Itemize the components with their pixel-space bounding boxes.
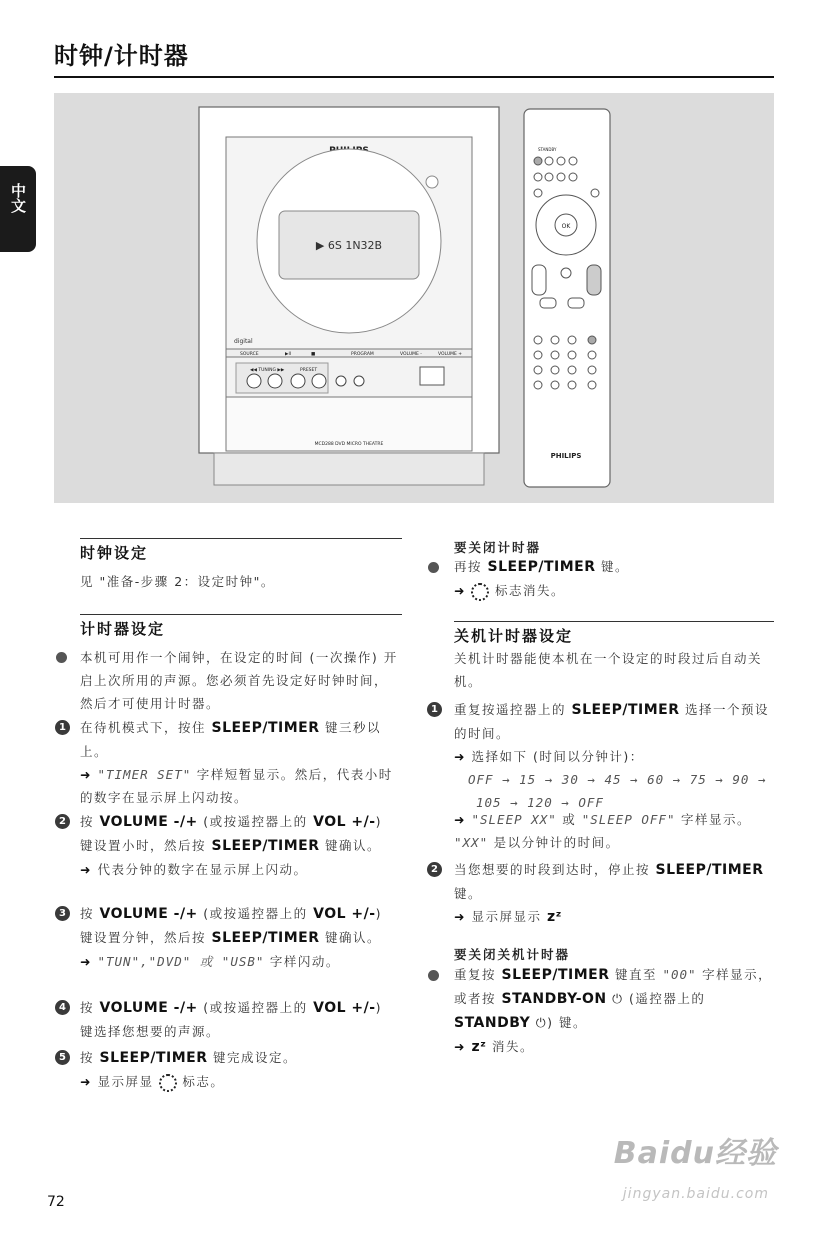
timer-step-4: 按 VOLUME -/+ (或按遥控器上的 VOL +/-) 键选择您想要的声源。: [80, 1000, 382, 1039]
remote-brand: PHILIPS: [550, 452, 582, 460]
tuning-down-knob: [247, 374, 261, 388]
sleep-sequence-line2: 105 → 120 → OFF: [476, 795, 604, 810]
step-number-icon: 1: [55, 720, 70, 735]
bullet-icon: [428, 970, 439, 981]
timer-indicator-icon: [471, 583, 489, 601]
timer-step-3: 按 VOLUME -/+ (或按遥控器上的 VOL +/-) 键设置分钟，然后按 SLEEP/TIMER 键确认。 ➜ "TUN","DVD" 或 "USB" 字样闪动。: [80, 906, 382, 969]
display-readout: ▶ 6S 1N32B: [315, 239, 383, 252]
clock-section-rule: [80, 538, 402, 539]
result-arrow-icon: ➜: [80, 862, 92, 877]
page-title: 时钟/计时器: [54, 42, 189, 70]
unit-badge: digital: [234, 338, 253, 345]
preset-down-knob: [291, 374, 305, 388]
sleep-sequence-line1: OFF → 15 → 30 → 45 → 60 → 75 → 90 →: [468, 772, 767, 787]
unit-stand: [214, 453, 484, 485]
clock-heading: 时钟设定: [80, 544, 149, 562]
sleep-section-rule: [454, 621, 774, 622]
remote-standby-label: STANDBY: [538, 147, 557, 152]
btn-vol-down: VOLUME -: [400, 352, 422, 357]
remote-ok-label: OK: [561, 223, 571, 230]
clock-body: 见 "准备-步骤 2：设定时钟"。: [80, 574, 275, 589]
off-timer-heading: 要关闭计时器: [454, 540, 542, 555]
off-timer-body: 再按 SLEEP/TIMER 键。 ➜ 标志消失。: [454, 555, 774, 602]
tuning-label: ◀◀ TUNING ▶▶: [250, 368, 285, 373]
btn-stop: ■: [311, 352, 316, 357]
aux-in-jack: [336, 376, 346, 386]
bullet-icon: [56, 652, 67, 663]
sleep-zz-icon: zᶻ: [471, 1039, 487, 1055]
step-number-icon: 1: [427, 702, 442, 717]
btn-program: PROGRAM: [351, 352, 374, 357]
tuning-up-knob: [268, 374, 282, 388]
headphone-jack: [354, 376, 364, 386]
timer-step-5: 按 SLEEP/TIMER 键完成设定。 ➜ 显示屏显 标志。: [80, 1046, 398, 1093]
power-icon: ⏻: [612, 991, 624, 1006]
step-number-icon: 5: [55, 1050, 70, 1065]
watermark-url: jingyan.baidu.com: [622, 1186, 769, 1202]
watermark-logo: Baidu经验: [613, 1136, 777, 1171]
ir-sensor-icon: [426, 176, 438, 188]
remote-control: [524, 109, 610, 487]
step-number-icon: 3: [55, 906, 70, 921]
language-tab-label: 中文: [9, 183, 27, 213]
sleep-off-heading: 要关闭关机计时器: [454, 947, 571, 962]
result-arrow-icon: ➜: [80, 767, 92, 782]
btn-vol-up: VOLUME +: [438, 352, 463, 357]
timer-intro: 本机可用作一个闹钟，在设定的时间 (一次操作) 开启上次所用的声源。您必须首先设定好时钟时间，然后才可使用计时器。: [80, 650, 398, 711]
result-arrow-icon: ➜: [454, 749, 466, 764]
btn-play: ▶II: [285, 352, 292, 357]
timer-step-2: 按 VOLUME -/+ (或按遥控器上的 VOL +/-) 键设置小时，然后按 SLEEP/TIMER 键确认。 ➜ 代表分钟的数字在显示屏上闪动。: [80, 814, 382, 877]
usb-port-cover: [420, 367, 444, 385]
sleep-step-1-result: ➜ "SLEEP XX" 或 "SLEEP OFF" 字样显示。 "XX" 是以分钟计的时间。: [454, 812, 751, 850]
sleep-heading: 关机计时器设定: [454, 627, 574, 645]
preset-up-knob: [312, 374, 326, 388]
btn-source: SOURCE: [240, 352, 259, 357]
result-arrow-icon: ➜: [454, 583, 466, 598]
sleep-off-body: 重复按 SLEEP/TIMER 键直至 "00" 字样显示，或者按 STANDBY-ON ⏻ (遥控器上的 STANDBY ⏻) 键。 ➜ zᶻ 消失。: [454, 967, 773, 1055]
result-arrow-icon: ➜: [454, 812, 466, 827]
sleep-step-2: 当您想要的时段到达时，停止按 SLEEP/TIMER 键。 ➜ 显示屏显示 zᶻ: [454, 862, 764, 925]
preset-label: PRESET: [300, 368, 318, 373]
page-number: 72: [47, 1194, 65, 1210]
result-arrow-icon: ➜: [80, 954, 92, 969]
language-tab: [0, 166, 36, 252]
product-figure: [54, 93, 774, 503]
timer-heading: 计时器设定: [80, 620, 166, 638]
bullet-icon: [428, 562, 439, 573]
result-arrow-icon: ➜: [454, 909, 466, 924]
step-number-icon: 2: [427, 862, 442, 877]
power-icon: ⏻: [535, 1015, 548, 1030]
result-arrow-icon: ➜: [454, 1039, 466, 1054]
timer-section-rule: [80, 614, 402, 615]
sleep-step-1: 重复按遥控器上的 SLEEP/TIMER 选择一个预设的时间。 ➜ 选择如下 (时间以分钟计)： OFF → 15 → 30 → 45 → 60 → 75 → 90 → 105 → 120 → OFF: [454, 702, 770, 810]
sleep-intro: 关机计时器能使本机在一个设定的时段过后自动关机。: [454, 651, 763, 689]
product-illustration: [54, 93, 774, 503]
sleep-zz-icon: zᶻ: [546, 909, 562, 925]
timer-step-1: 在待机模式下，按住 SLEEP/TIMER 键三秒以上。 ➜ "TIMER SET" 字样短暂显示。然后，代表小时的数字在显示屏上闪动按。: [80, 720, 393, 805]
unit-model: MCD288 DVD MICRO THEATRE: [314, 442, 384, 447]
title-rule: [54, 76, 774, 78]
result-arrow-icon: ➜: [80, 1074, 92, 1089]
timer-indicator-icon: [159, 1074, 177, 1092]
step-number-icon: 2: [55, 814, 70, 829]
step-number-icon: 4: [55, 1000, 70, 1015]
